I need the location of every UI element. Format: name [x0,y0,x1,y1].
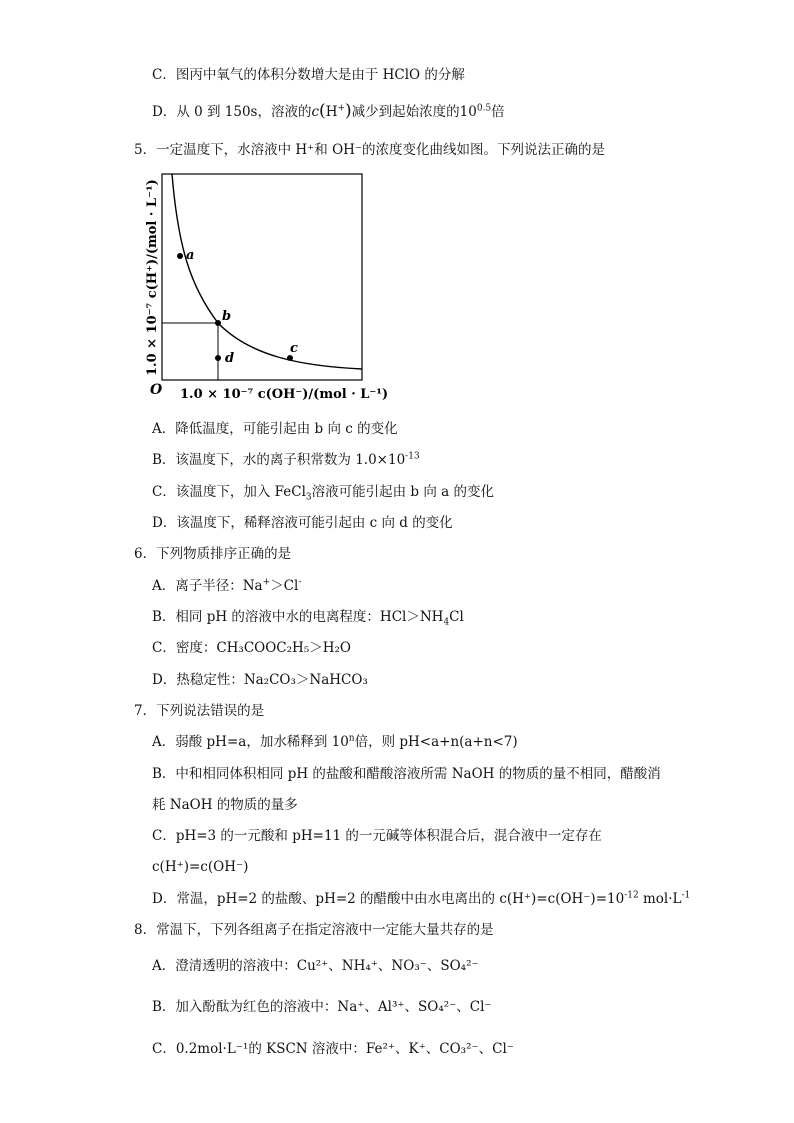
question-8-stem: 8．常温下，下列各组离子在指定溶液中一定能大量共存的是 [134,922,494,938]
label-b: b [222,309,232,324]
label-c: c [290,341,298,356]
question-7-option-b-line1: B．中和相同体积相同 pH 的盐酸和醋酸溶液所需 NaOH 的物质的量不相同，醋酸消 [152,766,661,782]
point-b [215,320,221,326]
question-5-option-c: C．该温度下，加入 FeCl$_3$溶液可能引起由 b 向 a 的变化 [152,484,494,503]
label-a: a [186,248,195,263]
question-7-option-b-line2: 耗 NaOH 的物质的量多 [152,797,298,813]
question-5-option-a: A．降低温度，可能引起由 b 向 c 的变化 [152,421,398,437]
prev-option-c: C．图丙中氧气的体积分数增大是由于 HClO 的分解 [152,67,465,83]
question-7-option-c-line2: c(H⁺)=c(OH⁻) [152,859,249,875]
prev-option-d: D．从 0 到 150s，溶液的c(H+)减少到起始浓度的$10^{0.5}$倍 [152,101,505,121]
question-6-option-c: C．密度：CH₃COOC₂H₅＞H₂O [152,640,351,656]
question-7-option-c-line1: C．pH=3 的一元酸和 pH=11 的一元碱等体积混合后，混合液中一定存在 [152,828,602,844]
y-axis-label: 1.0 × 10⁻⁷ c(H⁺)/(mol · L⁻¹) [145,179,160,376]
question-8-option-c: C．0.2mol·L⁻¹的 KSCN 溶液中：Fe²⁺、K⁺、CO₃²⁻、Cl⁻ [152,1041,514,1057]
question-6-option-b: B．相同 pH 的溶液中水的电离程度：$HCl>NH_4Cl$ [152,609,464,628]
origin-label: O [150,382,163,398]
label-d: d [225,351,235,366]
x-axis-label: 1.0 × 10⁻⁷ c(OH⁻)/(mol · L⁻¹) [180,387,389,402]
kw-curve [172,174,362,369]
question-6-option-a: A．离子半径：Na+＞Cl- [152,577,302,594]
point-d [215,355,221,361]
question-5-option-d: D．该温度下，稀释溶液可能引起由 c 向 d 的变化 [152,515,453,531]
point-a [177,253,183,259]
question-8-option-a: A．澄清透明的溶液中：Cu²⁺、NH₄⁺、NO₃⁻、SO₄²⁻ [152,958,479,974]
question-7-option-d: D．常温，pH=2 的盐酸、pH=2 的醋酸中由水电离出的 $c(H^+)=c(OH^-)=10^{-12}$ $mol\cdot L^{-1}$ [152,890,691,907]
question-6-stem: 6．下列物质排序正确的是 [134,546,292,562]
question-6-option-d: D．热稳定性：Na₂CO₃＞NaHCO₃ [152,672,368,688]
question-7-option-a: A．弱酸 pH=a，加水稀释到 10$^n$倍，则 pH<a+n(a+n<7) [152,733,518,750]
question-5-option-b: B．该温度下，水的离子积常数为 $1.0\times 10^{-13}$ [152,451,420,468]
ion-product-graph [140,166,400,406]
question-5-stem: 5．一定温度下，水溶液中 H⁺和 OH⁻的浓度变化曲线如图。下列说法正确的是 [134,142,606,158]
question-7-stem: 7．下列说法错误的是 [134,703,265,719]
question-8-option-b: B．加入酚酞为红色的溶液中：Na⁺、Al³⁺、SO₄²⁻、Cl⁻ [152,999,492,1015]
